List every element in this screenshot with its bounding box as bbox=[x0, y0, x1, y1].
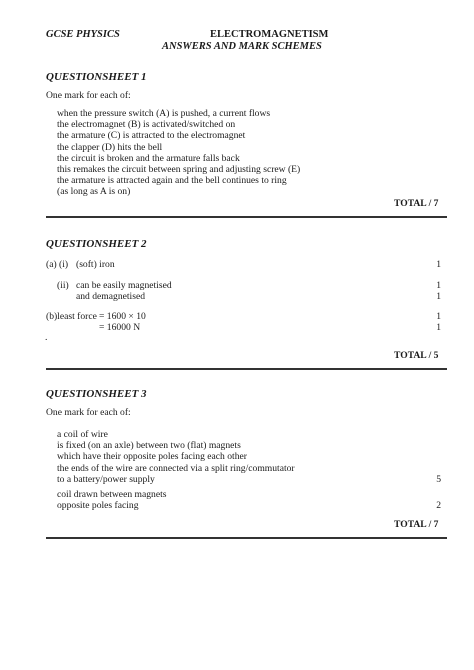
questionsheet-3-total: TOTAL / 7 bbox=[394, 519, 439, 530]
topic-heading: ELECTROMAGNETISM bbox=[210, 29, 329, 40]
subject-heading: GCSE PHYSICS bbox=[46, 29, 120, 40]
section-divider bbox=[46, 216, 447, 218]
subtitle-heading: ANSWERS AND MARK SCHEMES bbox=[162, 41, 322, 52]
questionsheet-3-intro: One mark for each of: bbox=[46, 407, 131, 418]
questionsheet-1-answer-list bbox=[57, 108, 300, 198]
mark: 1 bbox=[436, 291, 441, 302]
mark: 5 bbox=[436, 474, 441, 485]
answer-line: the circuit is broken and the armature falls back bbox=[57, 152, 240, 164]
questionsheet-1-title: QUESTIONSHEET 1 bbox=[46, 71, 147, 83]
questionsheet-2-title: QUESTIONSHEET 2 bbox=[46, 238, 147, 250]
part-b-equation-2: = 16000 N bbox=[99, 322, 141, 333]
part-a-ii-answer-1: can be easily magnetised bbox=[76, 280, 172, 291]
answer-line: the armature (C) is attracted to the electromagnet bbox=[57, 130, 246, 142]
mark: 1 bbox=[436, 259, 441, 270]
part-a-i-label: (a) (i) bbox=[46, 259, 69, 270]
answer-line: coil drawn between magnets bbox=[57, 489, 167, 500]
part-a-ii-label: (ii) bbox=[57, 280, 69, 291]
part-a-ii-answer-2: and demagnetised bbox=[76, 291, 145, 302]
section-divider bbox=[46, 537, 447, 539]
part-b-label: (b)least force bbox=[46, 311, 97, 322]
part-a-i-answer: (soft) iron bbox=[76, 259, 115, 270]
answer-line: the ends of the wire are connected via a split ring/commutator bbox=[57, 462, 295, 474]
questionsheet-2-total: TOTAL / 5 bbox=[394, 350, 439, 361]
questionsheet-3-diagram-list bbox=[57, 489, 167, 511]
questionsheet-3-title: QUESTIONSHEET 3 bbox=[46, 388, 147, 400]
mark: 2 bbox=[436, 500, 441, 511]
answer-line: when the pressure switch (A) is pushed, a current flows bbox=[57, 108, 271, 119]
section-divider bbox=[46, 368, 447, 370]
answer-line: the armature is attracted again and the bell continues to ring bbox=[57, 175, 287, 187]
questionsheet-1-total: TOTAL / 7 bbox=[394, 198, 439, 209]
answer-line: which have their opposite poles facing each other bbox=[57, 451, 247, 463]
answer-line: is fixed (on an axle) between two (flat) magnets bbox=[57, 440, 241, 452]
answer-line: to a battery/power supply bbox=[57, 473, 155, 485]
answer-line: (as long as A is on) bbox=[57, 186, 131, 198]
part-b-equation-1: = 1600 × 10 bbox=[99, 311, 146, 322]
answer-line: the clapper (D) hits the bell bbox=[57, 141, 163, 153]
stray-dot: . bbox=[45, 332, 48, 343]
answer-line: a coil of wire bbox=[57, 429, 108, 440]
questionsheet-1-intro: One mark for each of: bbox=[46, 90, 131, 101]
mark: 1 bbox=[436, 280, 441, 291]
mark: 1 bbox=[436, 311, 441, 322]
questionsheet-3-answer-list bbox=[57, 429, 295, 485]
mark: 1 bbox=[436, 322, 441, 333]
answer-line: the electromagnet (B) is activated/switched on bbox=[57, 119, 236, 131]
answer-line: opposite poles facing bbox=[57, 500, 139, 512]
answer-line: this remakes the circuit between spring and adjusting screw (E) bbox=[57, 164, 301, 176]
